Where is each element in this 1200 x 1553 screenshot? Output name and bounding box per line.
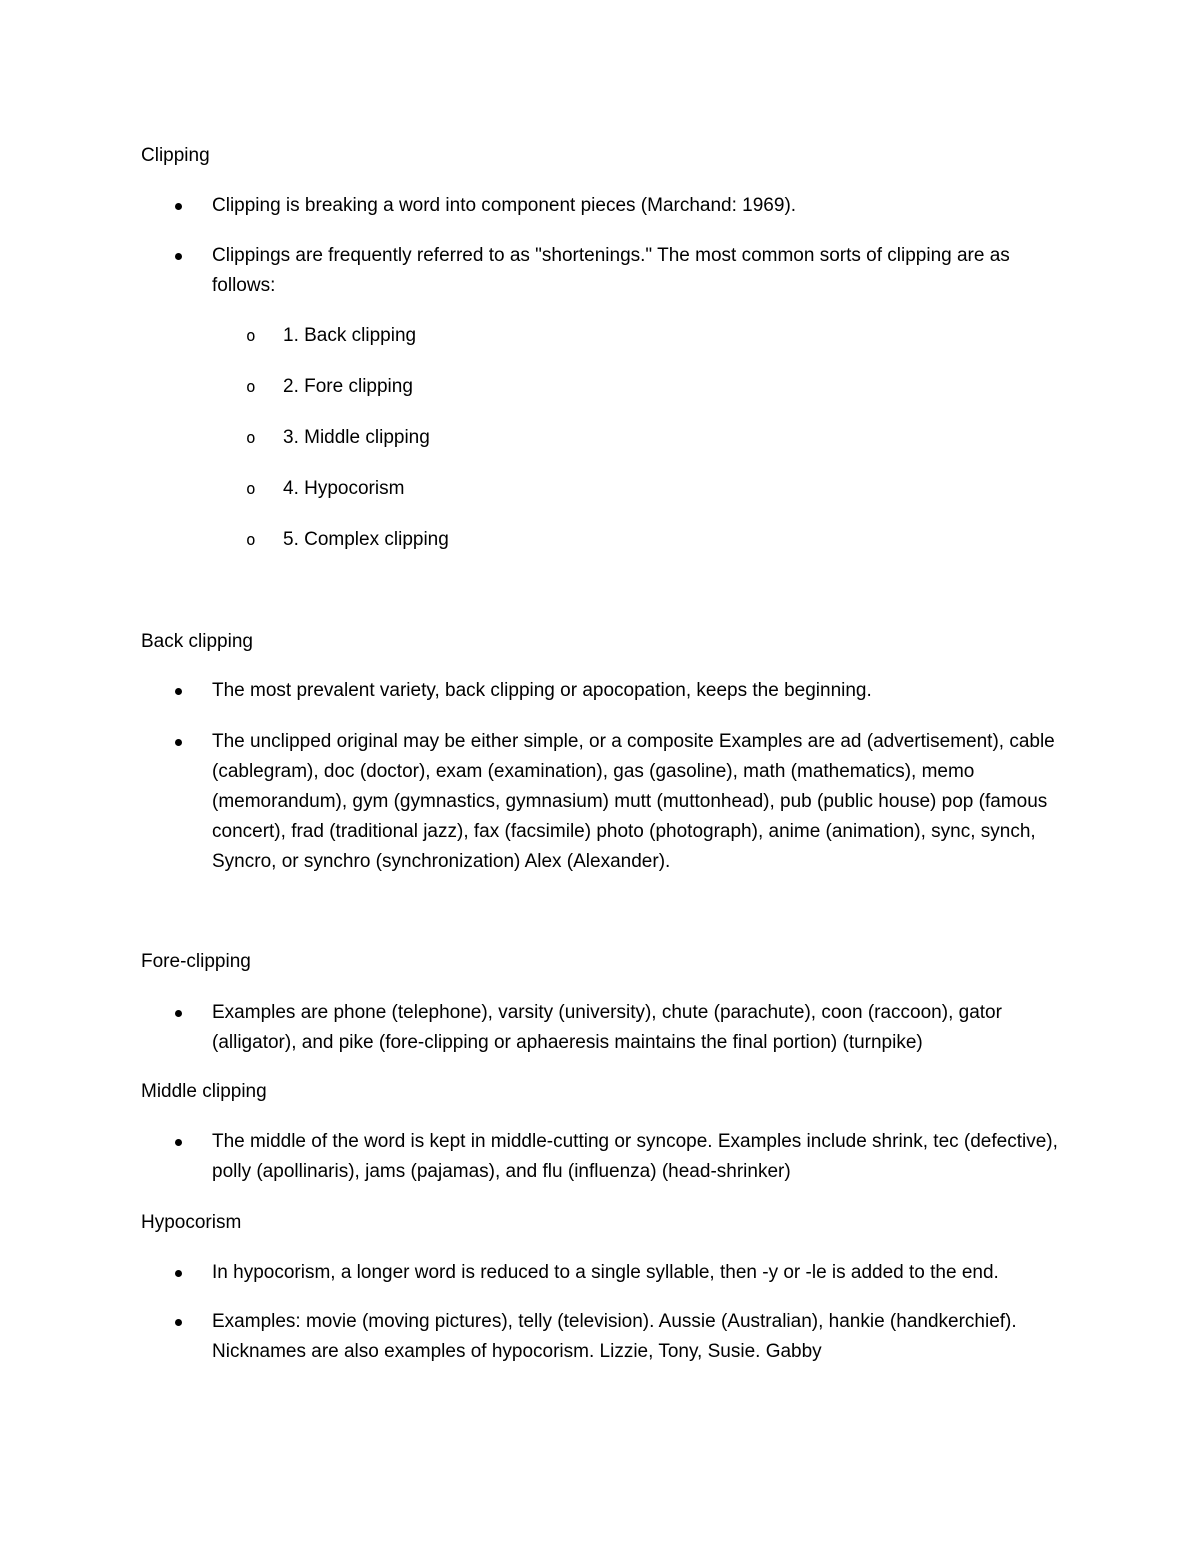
- heading-hypocorism: Hypocorism: [141, 1212, 242, 1233]
- heading-middle-clipping: Middle clipping: [141, 1081, 267, 1102]
- sub-list-item-text: 4. Hypocorism: [283, 478, 405, 499]
- list-item: [141, 1307, 1071, 1367]
- bullet-icon: [175, 739, 182, 746]
- circle-bullet-icon: o: [246, 479, 256, 498]
- sub-list-item: [246, 372, 413, 402]
- sub-list-item-text: 2. Fore clipping: [283, 376, 413, 397]
- list-item: [141, 241, 1071, 301]
- circle-bullet-icon: o: [246, 377, 256, 396]
- bullet-icon: [175, 1319, 182, 1326]
- circle-bullet-icon: o: [246, 530, 256, 549]
- bullet-icon: [175, 203, 182, 210]
- list-item-text: Examples are phone (telephone), varsity (university), chute (parachute), coon (raccoon), gator (alligator), and pike (fore-clipping or aphaeresis maintains the final portion) (turnpike): [212, 1002, 1002, 1053]
- heading-back-clipping: Back clipping: [141, 631, 253, 652]
- list-item-text: Clippings are frequently referred to as "shortenings." The most common sorts of clipping are as follows:: [212, 245, 1010, 296]
- sub-list-item: [246, 321, 416, 351]
- list-item-text: Clipping is breaking a word into component pieces (Marchand: 1969).: [212, 195, 797, 216]
- list-item-text: The middle of the word is kept in middle-cutting or syncope. Examples include shrink, tec (defective), polly (apollinaris), jams (pajamas), and flu (influenza) (head-shrinker): [212, 1131, 1058, 1182]
- bullet-icon: [175, 1139, 182, 1146]
- heading-clipping: Clipping: [141, 145, 210, 166]
- list-item-text: The most prevalent variety, back clipping or apocopation, keeps the beginning.: [212, 680, 872, 701]
- list-item-text: Examples: movie (moving pictures), telly (television). Aussie (Australian), hankie (handkerchief). Nicknames are also examples of hypocorism. Lizzie, Tony, Susie. Gabby: [212, 1311, 1017, 1362]
- sub-list-item: [246, 525, 449, 555]
- heading-fore-clipping: Fore-clipping: [141, 951, 251, 972]
- list-item: [141, 998, 1071, 1058]
- bullet-icon: [175, 688, 182, 695]
- sub-list-item-text: 3. Middle clipping: [283, 427, 430, 448]
- bullet-icon: [175, 253, 182, 260]
- list-item-text: The unclipped original may be either simple, or a composite Examples are ad (advertisement), cable (cablegram), doc (doctor), exam (examination), gas (gasoline), math (mathematics), memo (memorandum), gym (gymnastics, gymnasium) mutt (muttonhead), pub (public house) pop (famous concert), frad (traditional jazz), fax (facsimile) photo (photograph), anime (animation), sync, synch, Syncro, or synchro (synchronization) Alex (Alexander).: [212, 731, 1055, 872]
- sub-list-item-text: 5. Complex clipping: [283, 529, 449, 550]
- sub-list-item: [246, 423, 430, 453]
- list-item: [141, 1127, 1071, 1187]
- sub-list-item-text: 1. Back clipping: [283, 325, 417, 346]
- list-item: [141, 727, 1071, 877]
- circle-bullet-icon: o: [246, 428, 256, 447]
- list-item: [141, 191, 1071, 221]
- list-item: [141, 676, 1071, 706]
- circle-bullet-icon: o: [246, 326, 256, 345]
- bullet-icon: [175, 1010, 182, 1017]
- sub-list-item: [246, 474, 404, 504]
- bullet-icon: [175, 1270, 182, 1277]
- list-item-text: In hypocorism, a longer word is reduced to a single syllable, then -y or -le is added to the end.: [212, 1262, 999, 1283]
- list-item: [141, 1258, 1071, 1288]
